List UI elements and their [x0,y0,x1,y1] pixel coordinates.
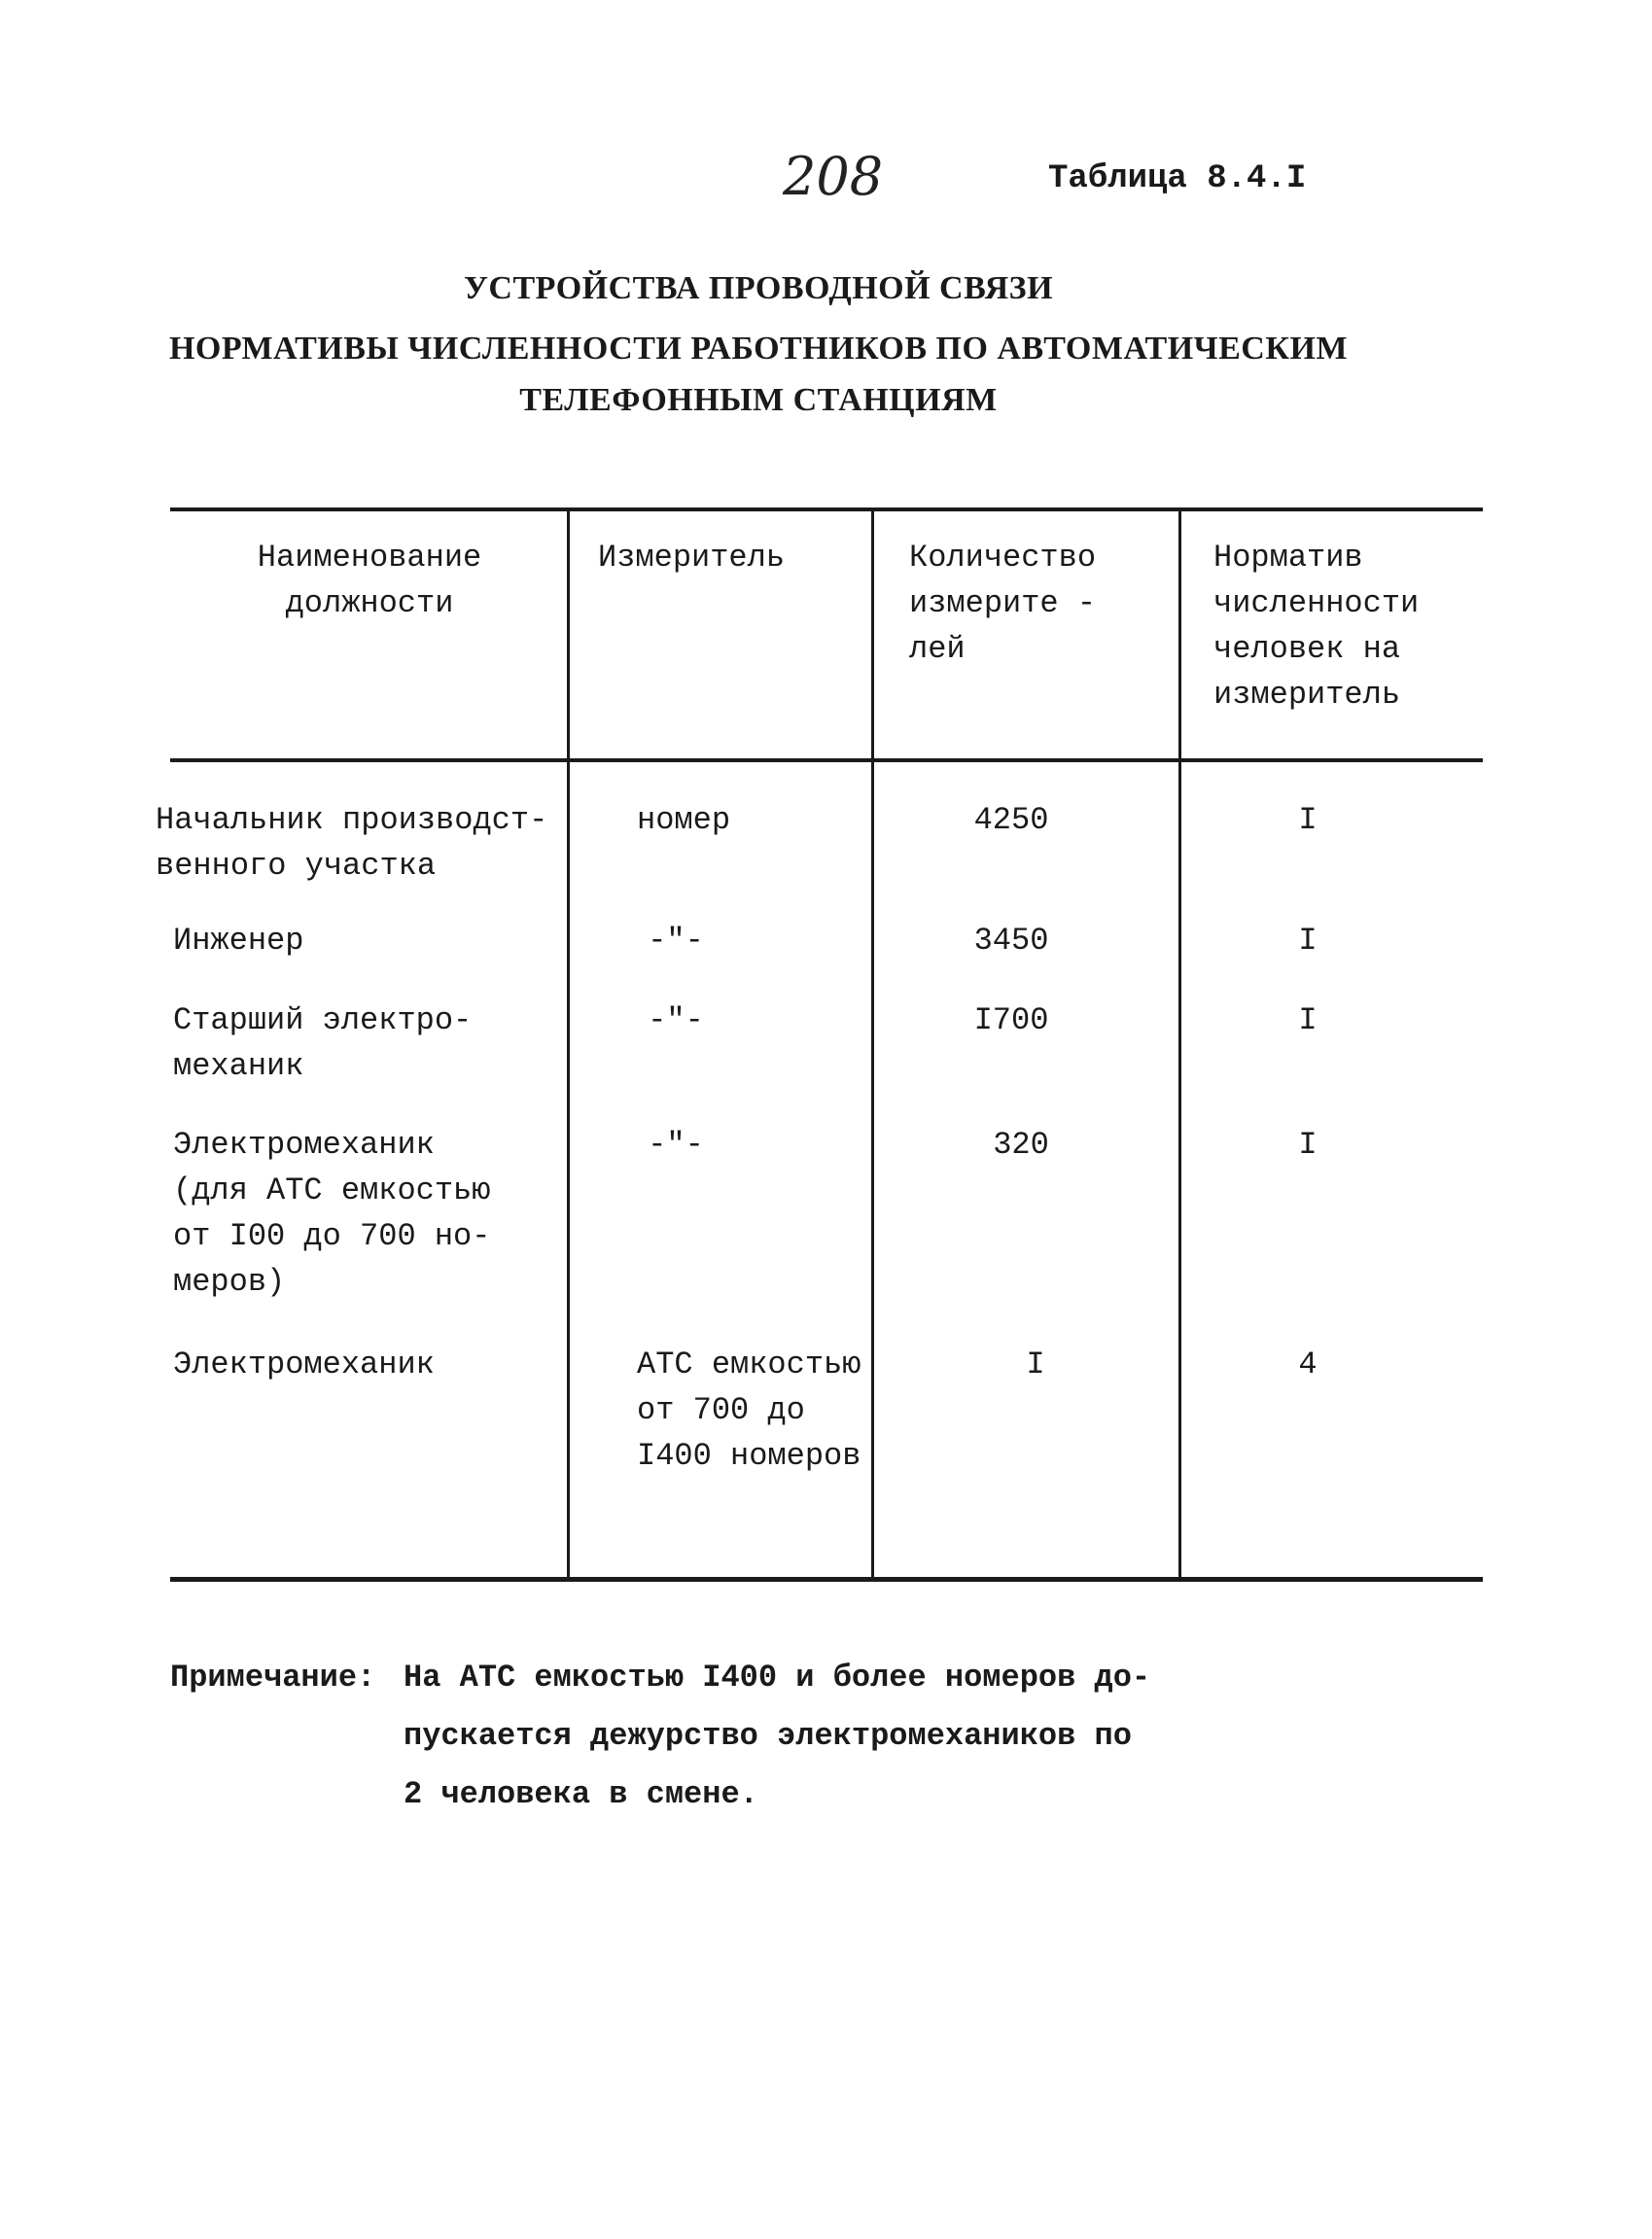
cell-norm: I [1298,1002,1318,1038]
table-header-rule [170,758,1483,762]
cell-quantity: 3450 [973,923,1049,959]
page-number: 208 [783,146,884,207]
cell-position: Электромеханик [173,1347,435,1382]
cell-unit: АТС емкостью от 700 до I400 номеров [637,1347,861,1474]
cell-norm: 4 [1298,1347,1318,1382]
table-label: Таблица 8.4.I [1048,160,1307,197]
note-line-3: 2 человека в смене. [404,1776,758,1812]
note-line-1: На АТС емкостью I400 и более номеров до- [404,1660,1151,1696]
header-norm: Норматив численности человек на измеритель [1213,540,1420,713]
cell-quantity: 4250 [973,802,1049,838]
cell-unit: -"- [648,923,704,959]
cell-position: Начальник производст- венного участка [156,802,548,884]
cell-unit: номер [637,802,731,838]
cell-norm: I [1298,1127,1318,1163]
cell-quantity: 320 [993,1127,1049,1163]
column-divider-1 [567,507,570,1579]
table-top-rule [170,507,1483,511]
title-line-2: НОРМАТИВЫ ЧИСЛЕННОСТИ РАБОТНИКОВ ПО АВТОМАТИЧЕСКИМ [168,331,1349,367]
cell-unit: -"- [648,1002,704,1038]
cell-quantity: I700 [973,1002,1049,1038]
title-line-3: ТЕЛЕФОННЫМ СТАНЦИЯМ [519,382,998,418]
table-bottom-rule [170,1577,1483,1582]
cell-quantity: I [1026,1347,1045,1382]
cell-position: Электромеханик (для АТС емкостью от I00 до 700 но- меров) [173,1127,491,1300]
column-divider-3 [1178,507,1181,1579]
note-line-2: пускается дежурство электромехаников по [404,1718,1132,1754]
header-position: Наименование должности [257,540,482,621]
title-line-1: УСТРОЙСТВА ПРОВОДНОЙ СВЯЗИ [463,270,1054,306]
cell-unit: -"- [648,1127,704,1163]
note-label: Примечание: [170,1660,376,1696]
header-quantity: Количество измерите - лей [909,540,1097,667]
header-unit: Измеритель [598,540,786,576]
cell-norm: I [1298,923,1318,959]
cell-position: Старший электро- механик [173,1002,473,1084]
cell-norm: I [1298,802,1318,838]
cell-position: Инженер [173,923,304,959]
